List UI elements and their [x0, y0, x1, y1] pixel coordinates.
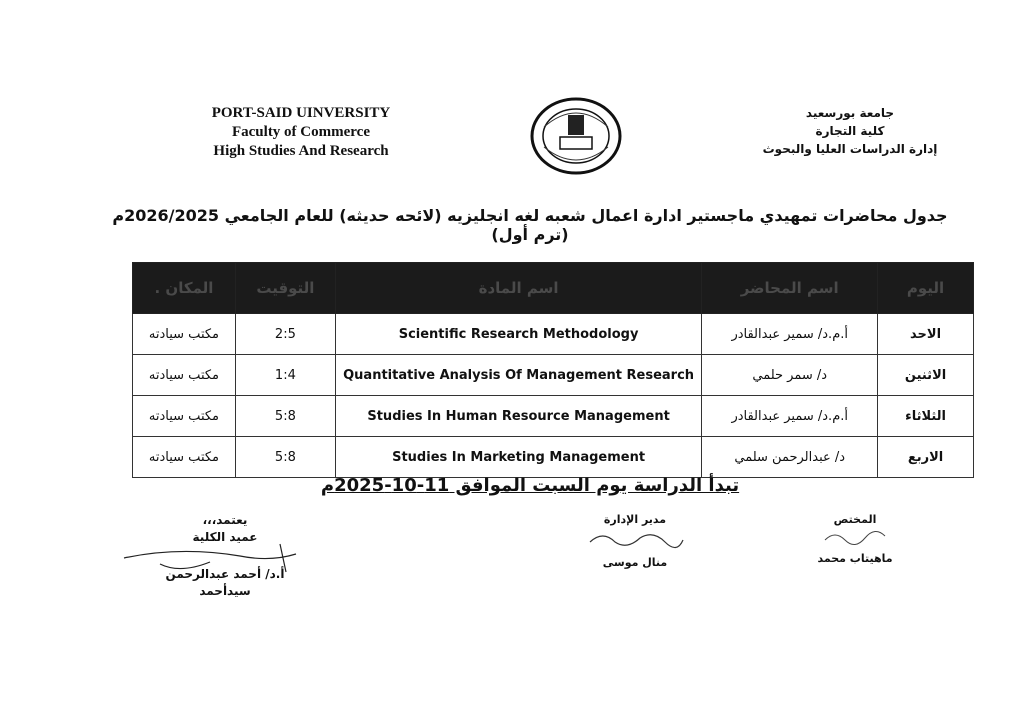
cell-time: 5:8 [235, 396, 335, 437]
faculty-seal-logo [530, 97, 622, 175]
cell-day: الاثنين [878, 355, 974, 396]
header-day: اليوم [878, 263, 974, 314]
signature-specialist [790, 512, 920, 567]
table-row [133, 437, 974, 478]
cell-subject: Quantitative Analysis Of Management Research [335, 355, 701, 396]
cell-lecturer: د/ سمر حلمي [702, 355, 878, 396]
table-row [133, 355, 974, 396]
specialist-role: المختص [833, 513, 877, 526]
cell-day: الاربع [878, 437, 974, 478]
faculty-name-ar: كلية التجارة [815, 124, 885, 138]
header-arabic [760, 104, 940, 158]
university-name-ar: جامعة بورسعيد [805, 106, 895, 120]
header-subject: اسم المادة [335, 263, 701, 314]
manager-role: مدير الإدارة [603, 513, 667, 526]
header-time: التوقيت [235, 263, 335, 314]
department-name-ar: إدارة الدراسات العليا والبحوث [762, 142, 938, 156]
cell-time: 5:8 [235, 437, 335, 478]
schedule-title: جدول محاضرات تمهيدي ماجستير ادارة اعمال شعبه لغه انجليزيه (لائحه حديثه) للعام الجامعي 2026/2025م (ترم أول) [112, 206, 948, 244]
cell-subject: Scientific Research Methodology [335, 314, 701, 355]
cell-place: مكتب سيادته [133, 314, 236, 355]
cell-subject: Studies In Marketing Management [335, 437, 701, 478]
cell-lecturer: أ.م.د/ سمير عبدالقادر [702, 314, 878, 355]
department-name-en: High Studies And Research [213, 143, 389, 159]
cell-time: 2:5 [235, 314, 335, 355]
dean-role: عميد الكلية [192, 530, 258, 544]
cell-day: الاحد [878, 314, 974, 355]
signature-dean [140, 512, 310, 600]
specialist-signature-scribble [820, 528, 890, 546]
header-lecturer: اسم المحاضر [702, 263, 878, 314]
header-place: المكان . [133, 263, 236, 314]
signature-manager [565, 512, 705, 571]
study-start-note: تبدأ الدراسة يوم السبت الموافق 11-10-2025م [320, 475, 740, 496]
manager-signature-scribble [585, 528, 685, 550]
cell-day: الثلاثاء [878, 396, 974, 437]
cell-lecturer: أ.م.د/ سمير عبدالقادر [702, 396, 878, 437]
cell-place: مكتب سيادته [133, 355, 236, 396]
cell-place: مكتب سيادته [133, 396, 236, 437]
header-english [196, 104, 406, 161]
cell-place: مكتب سيادته [133, 437, 236, 478]
cell-lecturer: د/ عبدالرحمن سلمي [702, 437, 878, 478]
university-name-en: PORT-SAID UINVERSITY [211, 105, 391, 121]
cell-time: 1:4 [235, 355, 335, 396]
table-row [133, 396, 974, 437]
table-header-row [133, 263, 974, 314]
cell-subject: Studies In Human Resource Management [335, 396, 701, 437]
manager-name: منال موسى [602, 556, 668, 569]
dean-approval: يعتمد،،، [202, 513, 248, 527]
schedule-table [132, 262, 974, 478]
specialist-name: ماهيتاب محمد [817, 552, 893, 565]
dean-name: أ.د/ أحمد عبدالرحمن سيدأحمد [165, 567, 285, 598]
table-row [133, 314, 974, 355]
faculty-name-en: Faculty of Commerce [231, 124, 370, 140]
